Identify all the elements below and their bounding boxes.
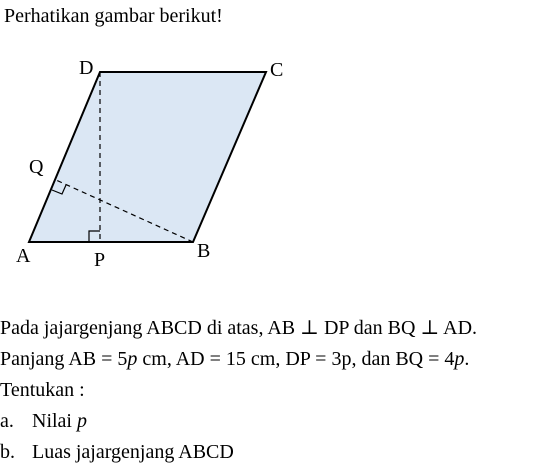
intro-text: Perhatikan gambar berikut!: [4, 5, 223, 27]
problem-line-3: Tentukan :: [0, 379, 85, 401]
vertex-label-c: C: [270, 59, 284, 81]
item-text: Nilai: [32, 410, 77, 432]
parallelogram-shape: [29, 72, 266, 242]
line2-suffix: .: [464, 348, 470, 370]
point-label-q: Q: [29, 156, 44, 178]
point-label-p: P: [94, 249, 106, 271]
item-letter: a.: [0, 410, 14, 432]
line2-prefix: Panjang AB = 5: [0, 348, 128, 370]
vertex-label-b: B: [197, 240, 211, 262]
vertex-label-d: D: [79, 57, 94, 79]
line2-middle: cm, AD = 15 cm, DP = 3p, dan BQ = 4: [137, 348, 455, 370]
variable-p: p: [127, 348, 138, 370]
item-letter: b.: [0, 441, 15, 463]
vertex-label-a: A: [16, 245, 31, 267]
list-item-b: [0, 439, 234, 465]
variable-p: p: [454, 348, 465, 370]
list-item-a: [0, 408, 87, 434]
problem-line-2: [0, 346, 469, 372]
variable-p: p: [77, 410, 87, 432]
item-text: Luas jajargenjang ABCD: [32, 441, 234, 463]
problem-line-1: Pada jajargenjang ABCD di atas, AB ⊥ DP dan BQ ⊥ AD.: [0, 317, 478, 339]
